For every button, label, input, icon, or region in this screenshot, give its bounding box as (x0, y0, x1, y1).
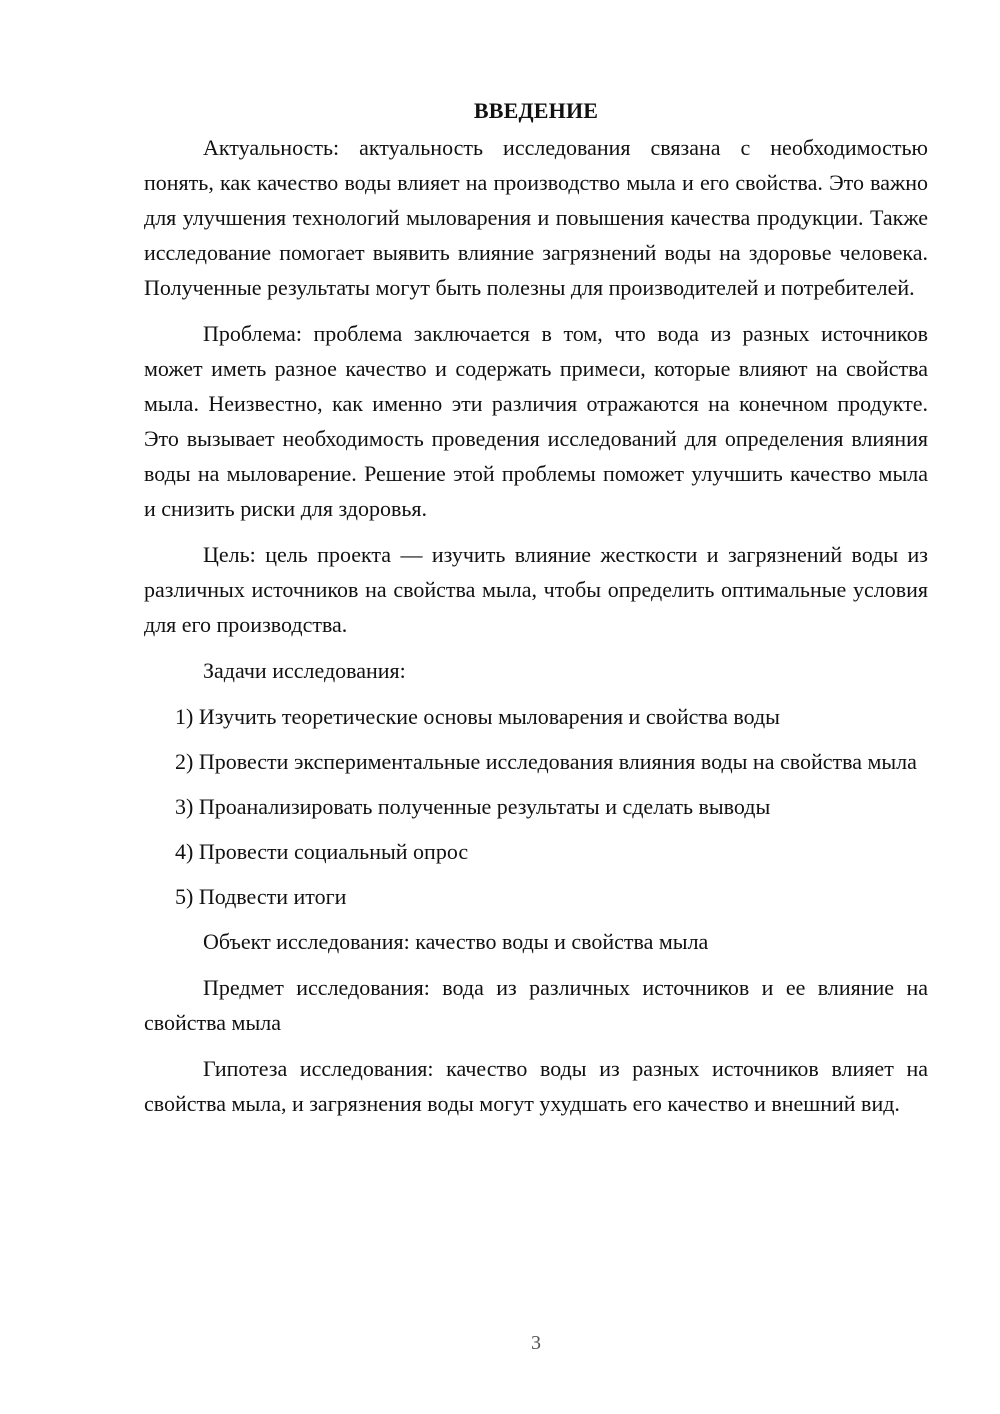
subject-paragraph: Предмет исследования: вода из различных источников и ее влияние на свойства мыла (144, 975, 928, 1035)
goal-paragraph: Цель: цель проекта — изучить влияние жесткости и загрязнений воды из различных источников на свойства мыла, чтобы определить оптимальные условия для его производства. (144, 542, 928, 637)
object-paragraph: Объект исследования: качество воды и свойства мыла (203, 929, 709, 954)
task-item-1: 1) Изучить теоретические основы мыловарения и свойства воды (175, 704, 780, 729)
problem-paragraph: Проблема: проблема заключается в том, что вода из разных источников может иметь разное качество и содержать примеси, которые влияют на свойства мыла. Неизвестно, как именно эти различия отражаются на конечном продукте. Это вызывает необходимость проведения исследований для определения влияния воды на мыловарение. Решение этой проблемы поможет улучшить качество мыла и снизить риски для здоровья. (144, 321, 928, 521)
document-page (144, 93, 928, 1121)
task-item-4: 4) Провести социальный опрос (175, 839, 469, 864)
tasks-heading: Задачи исследования: (203, 658, 406, 683)
hypothesis-paragraph: Гипотеза исследования: качество воды из разных источников влияет на свойства мыла, и загрязнения воды могут ухудшать его качество и внешний вид. (144, 1056, 928, 1116)
task-item-3: 3) Проанализировать полученные результаты и сделать выводы (175, 794, 771, 819)
section-title: ВВЕДЕНИЕ (473, 98, 599, 123)
relevance-paragraph: Актуальность: актуальность исследования связана с необходимостью понять, как качество воды влияет на производство мыла и его свойства. Это важно для улучшения технологий мыловарения и повышения качества продукции. Также исследование помогает выявить влияние загрязнений воды на здоровье человека. Полученные результаты могут быть полезны для производителей и потребителей. (144, 135, 928, 300)
tasks-list (144, 699, 928, 914)
task-item-2: 2) Провести экспериментальные исследования влияния воды на свойства мыла (175, 749, 917, 774)
task-item-5: 5) Подвести итоги (175, 884, 347, 909)
page-number: 3 (531, 1332, 541, 1354)
